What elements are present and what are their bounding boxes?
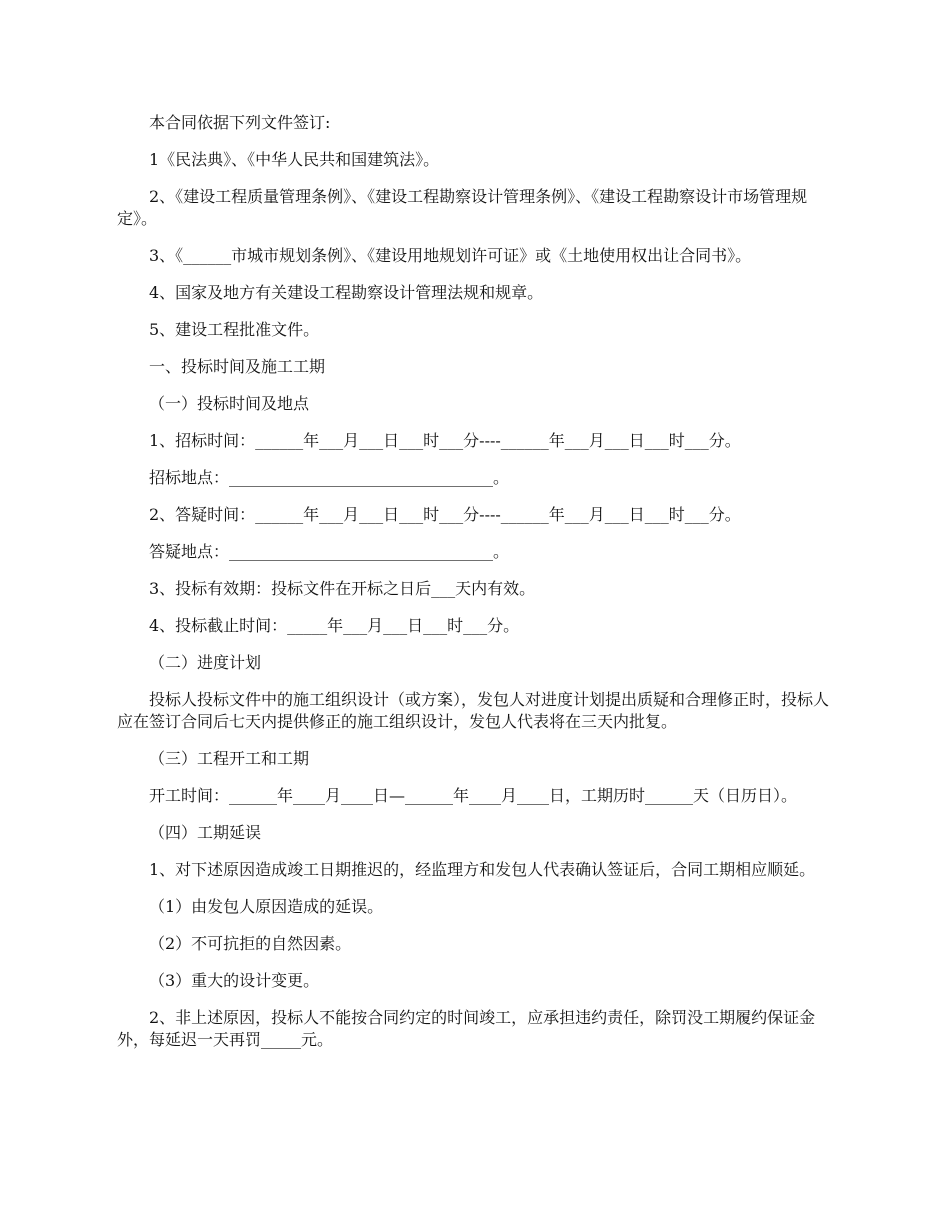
- subsection-heading-3: （三）工程开工和工期: [149, 749, 310, 768]
- delay-reason-1: （1）由发包人原因造成的延误。: [149, 897, 384, 916]
- delay-reason-3: （3）重大的设计变更。: [149, 971, 320, 990]
- delay-clause-2: 2、非上述原因，投标人不能按合同约定的时间竣工，应承担违约责任，除罚没工期履约保证金外，每延迟一天再罚_____元。: [117, 1008, 816, 1049]
- basis-item-2: 2、《建设工程质量管理条例》、《建设工程勘察设计管理条例》、《建设工程勘察设计市场管理规定》。: [117, 187, 808, 228]
- qa-time-line: 2、答疑时间：______年___月___日___时___分----______年___月___日___时___分。: [149, 505, 741, 524]
- delay-clause-1: 1、对下述原因造成竣工日期推迟的，经监理方和发包人代表确认签证后，合同工期相应顺延。: [149, 860, 816, 879]
- document-body: [117, 112, 835, 1066]
- subsection-heading-1: （一）投标时间及地点: [149, 394, 310, 413]
- schedule-paragraph: 投标人投标文件中的施工组织设计（或方案），发包人对进度计划提出质疑和合理修正时，投标人应在签订合同后七天内提供修正的施工组织设计，发包人代表将在三天内批复。: [117, 690, 830, 731]
- start-time-line: 开工时间：______年____月____日—______年____月____日，工期历时______天（日历日）。: [149, 786, 798, 805]
- section-heading-1: 一、投标时间及施工工期: [149, 357, 326, 376]
- deadline-line: 4、投标截止时间：_____年___月___日___时___分。: [149, 616, 520, 635]
- basis-item-4: 4、国家及地方有关建设工程勘察设计管理法规和规章。: [149, 283, 544, 302]
- tender-time-line: 1、招标时间：______年___月___日___时___分----______年___月___日___时___分。: [149, 431, 741, 450]
- basis-item-1: 1《民法典》、《中华人民共和国建筑法》。: [149, 150, 440, 169]
- basis-item-5: 5、建设工程批准文件。: [149, 320, 320, 339]
- validity-line: 3、投标有效期：投标文件在开标之日后___天内有效。: [149, 579, 536, 598]
- tender-location-line: 招标地点：_________________________________。: [149, 468, 510, 487]
- subsection-heading-4: （四）工期延误: [149, 823, 262, 842]
- basis-item-3: 3、《______市城市规划条例》、《建设用地规划许可证》或《土地使用权出让合同书》。: [149, 246, 752, 265]
- delay-reason-2: （2）不可抗拒的自然因素。: [149, 934, 352, 953]
- intro-paragraph: 本合同依据下列文件签订:: [149, 113, 331, 132]
- subsection-heading-2: （二）进度计划: [149, 653, 262, 672]
- qa-location-line: 答疑地点：_________________________________。: [149, 542, 510, 561]
